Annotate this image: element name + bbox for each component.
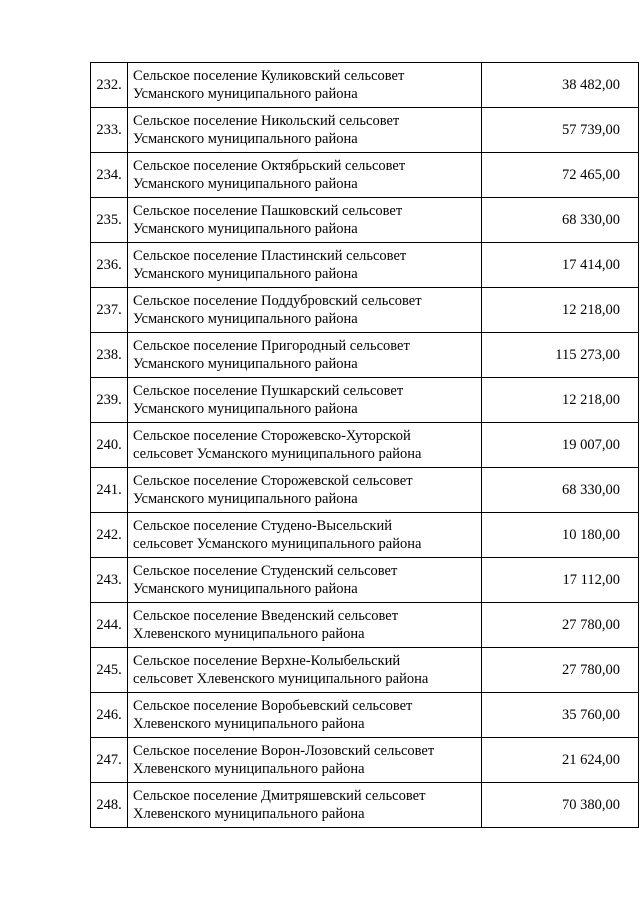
settlement-name-line1: Сельское поселение Воробьевский сельсовет — [133, 698, 413, 714]
amount-value: 35 760,00 — [482, 693, 639, 738]
amount-value: 19 007,00 — [482, 423, 639, 468]
settlement-name — [128, 783, 482, 828]
settlement-name — [128, 63, 482, 108]
amount-value: 21 624,00 — [482, 738, 639, 783]
settlement-name-line2: Хлевенского муниципального района — [133, 716, 365, 732]
settlement-name-line2: Усманского муниципального района — [133, 491, 358, 507]
table-row — [91, 378, 639, 423]
table-body — [91, 63, 639, 828]
table-row — [91, 198, 639, 243]
settlement-name-line2: Хлевенского муниципального района — [133, 626, 365, 642]
settlement-name-line1: Сельское поселение Куликовский сельсовет — [133, 68, 405, 84]
settlement-name-line1: Сельское поселение Поддубровский сельсовет — [133, 293, 422, 309]
settlement-name-line2: сельсовет Усманского муниципального района — [133, 446, 422, 462]
row-number: 238. — [91, 333, 128, 378]
table-row — [91, 648, 639, 693]
row-number: 246. — [91, 693, 128, 738]
row-number: 245. — [91, 648, 128, 693]
table-row — [91, 288, 639, 333]
settlement-name-line1: Сельское поселение Пригородный сельсовет — [133, 338, 410, 354]
settlement-name-line2: Усманского муниципального района — [133, 176, 358, 192]
amount-value: 12 218,00 — [482, 378, 639, 423]
settlement-name — [128, 153, 482, 198]
table-row — [91, 153, 639, 198]
settlement-name-line1: Сельское поселение Сторожевской сельсовет — [133, 473, 413, 489]
settlement-name — [128, 468, 482, 513]
row-number: 240. — [91, 423, 128, 468]
settlement-name-line1: Сельское поселение Ворон-Лозовский сельсовет — [133, 743, 435, 759]
table-row — [91, 513, 639, 558]
settlement-name — [128, 423, 482, 468]
row-number: 248. — [91, 783, 128, 828]
settlement-name — [128, 333, 482, 378]
settlement-name — [128, 378, 482, 423]
budget-allocation-table — [90, 62, 639, 828]
amount-value: 17 414,00 — [482, 243, 639, 288]
settlement-name-line2: Усманского муниципального района — [133, 266, 358, 282]
settlement-name — [128, 648, 482, 693]
settlement-name-line1: Сельское поселение Сторожевско-Хуторской — [133, 428, 411, 444]
settlement-name — [128, 513, 482, 558]
table-row — [91, 738, 639, 783]
amount-value: 38 482,00 — [482, 63, 639, 108]
row-number: 235. — [91, 198, 128, 243]
table-row — [91, 693, 639, 738]
table-row — [91, 423, 639, 468]
settlement-name-line2: сельсовет Хлевенского муниципального района — [133, 671, 429, 687]
table-row — [91, 783, 639, 828]
amount-value: 27 780,00 — [482, 648, 639, 693]
row-number: 241. — [91, 468, 128, 513]
settlement-name — [128, 243, 482, 288]
settlement-name-line1: Сельское поселение Введенский сельсовет — [133, 608, 399, 624]
settlement-name-line2: Хлевенского муниципального района — [133, 806, 365, 822]
settlement-name — [128, 198, 482, 243]
settlement-name-line1: Сельское поселение Пластинский сельсовет — [133, 248, 407, 264]
settlement-name-line1: Сельское поселение Пушкарский сельсовет — [133, 383, 404, 399]
settlement-name — [128, 603, 482, 648]
table-row — [91, 108, 639, 153]
table-row — [91, 63, 639, 108]
amount-value: 115 273,00 — [482, 333, 639, 378]
amount-value: 10 180,00 — [482, 513, 639, 558]
settlement-name — [128, 738, 482, 783]
settlement-name-line2: Усманского муниципального района — [133, 581, 358, 597]
settlement-name-line2: сельсовет Усманского муниципального района — [133, 536, 422, 552]
table-row — [91, 558, 639, 603]
settlement-name-line2: Усманского муниципального района — [133, 356, 358, 372]
settlement-name-line2: Хлевенского муниципального района — [133, 761, 365, 777]
amount-value: 17 112,00 — [482, 558, 639, 603]
row-number: 233. — [91, 108, 128, 153]
amount-value: 72 465,00 — [482, 153, 639, 198]
settlement-name-line2: Усманского муниципального района — [133, 401, 358, 417]
row-number: 234. — [91, 153, 128, 198]
row-number: 237. — [91, 288, 128, 333]
amount-value: 57 739,00 — [482, 108, 639, 153]
settlement-name-line2: Усманского муниципального района — [133, 131, 358, 147]
settlement-name-line2: Усманского муниципального района — [133, 221, 358, 237]
settlement-name — [128, 693, 482, 738]
row-number: 247. — [91, 738, 128, 783]
row-number: 232. — [91, 63, 128, 108]
settlement-name-line1: Сельское поселение Студенский сельсовет — [133, 563, 398, 579]
table-row — [91, 333, 639, 378]
settlement-name-line1: Сельское поселение Пашковский сельсовет — [133, 203, 403, 219]
amount-value: 68 330,00 — [482, 198, 639, 243]
amount-value: 27 780,00 — [482, 603, 639, 648]
amount-value: 12 218,00 — [482, 288, 639, 333]
table-row — [91, 468, 639, 513]
row-number: 239. — [91, 378, 128, 423]
row-number: 242. — [91, 513, 128, 558]
settlement-name — [128, 288, 482, 333]
row-number: 243. — [91, 558, 128, 603]
row-number: 244. — [91, 603, 128, 648]
settlement-name-line1: Сельское поселение Дмитряшевский сельсовет — [133, 788, 426, 804]
settlement-name-line1: Сельское поселение Никольский сельсовет — [133, 113, 400, 129]
settlement-name-line1: Сельское поселение Студено-Высельский — [133, 518, 392, 534]
row-number: 236. — [91, 243, 128, 288]
settlement-name-line1: Сельское поселение Октябрьский сельсовет — [133, 158, 406, 174]
amount-value: 68 330,00 — [482, 468, 639, 513]
settlement-name-line1: Сельское поселение Верхне-Колыбельский — [133, 653, 401, 669]
settlement-name — [128, 108, 482, 153]
table-row — [91, 243, 639, 288]
settlement-name — [128, 558, 482, 603]
settlement-name-line2: Усманского муниципального района — [133, 86, 358, 102]
settlement-name-line2: Усманского муниципального района — [133, 311, 358, 327]
table-row — [91, 603, 639, 648]
amount-value: 70 380,00 — [482, 783, 639, 828]
